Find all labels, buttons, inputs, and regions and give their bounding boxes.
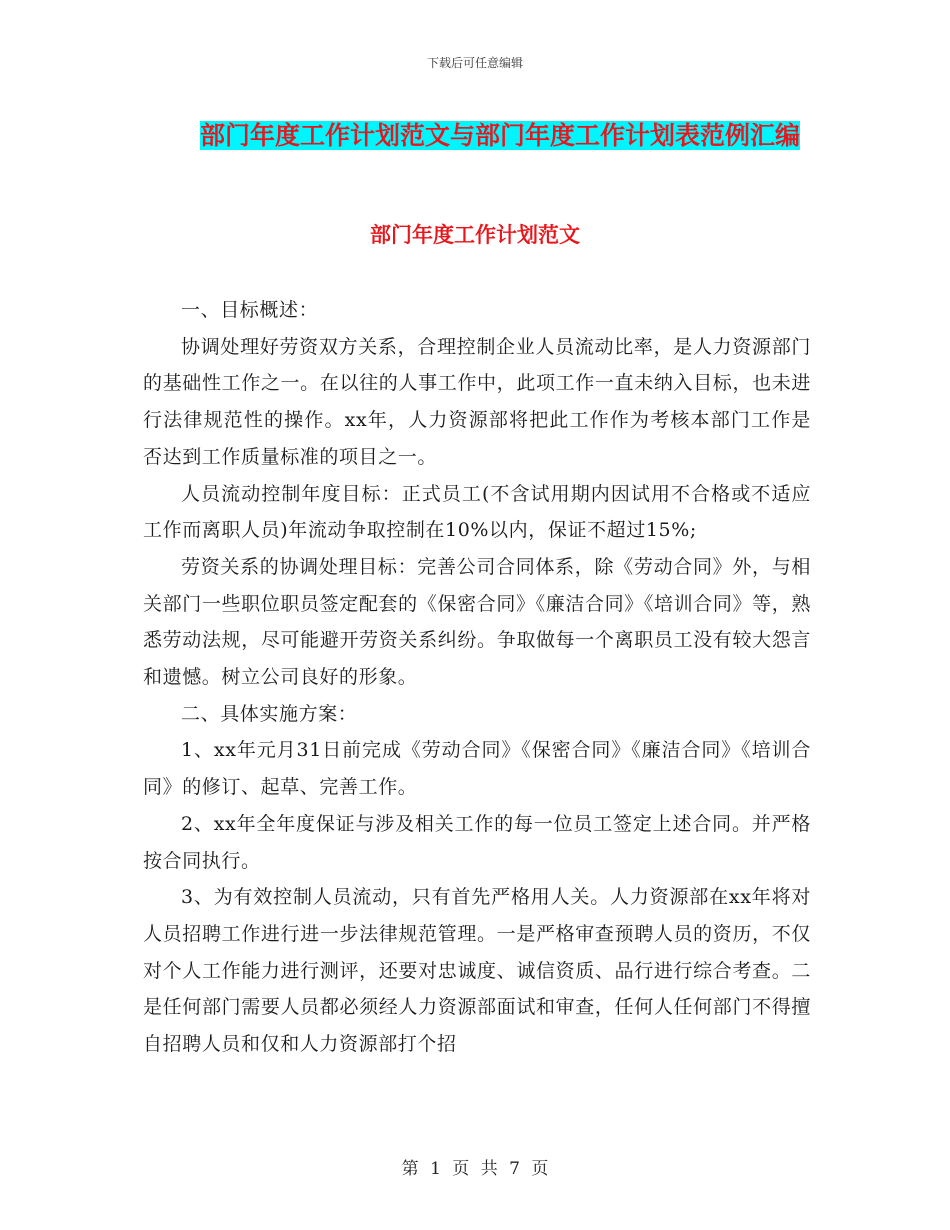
document-body bbox=[143, 292, 811, 1063]
paragraph: 1、xx年元月31日前完成《劳动合同》《保密合同》《廉洁合同》《培训合同》的修订、起草、完善工作。 bbox=[143, 739, 811, 799]
paragraph: 一、目标概述： bbox=[181, 299, 319, 321]
paragraph: 协调处理好劳资双方关系，合理控制企业人员流动比率，是人力资源部门的基础性工作之一。在以往的人事工作中，此项工作一直未纳入目标，也未进行法律规范性的操作。xx年，人力资源部将把此工作作为考核本部门工作是否达到工作质量标准的项目之一。 bbox=[143, 335, 811, 468]
header-note: 下载后可任意编辑 bbox=[426, 56, 523, 70]
page-footer: 第 1 页 共 7 页 bbox=[401, 1159, 549, 1179]
document-title bbox=[195, 112, 805, 160]
section-title: 部门年度工作计划范文 bbox=[370, 222, 580, 247]
paragraph: 2、xx年全年度保证与涉及相关工作的每一位员工签定上述合同。并严格按合同执行。 bbox=[143, 812, 811, 872]
paragraph: 3、为有效控制人员流动，只有首先严格用人关。人力资源部在xx年将对人员招聘工作进行进一步法律规范管理。一是严格审查预聘人员的资历，不仅对个人工作能力进行测评，还要对忠诚度、诚信资质、品行进行综合考查。二是任何部门需要人员都必须经人力资源部面试和审查，任何人任何部门不得擅自招聘人员和仅和人力资源部打个招 bbox=[143, 886, 811, 1056]
document-title-text: 部门年度工作计划范文与部门年度工作计划表范例汇编 bbox=[199, 121, 800, 150]
paragraph: 劳资关系的协调处理目标：完善公司合同体系，除《劳动合同》外，与相关部门一些职位职员签定配套的《保密合同》《廉洁合同》《培训合同》等，熟悉劳动法规，尽可能避开劳资关系纠纷。争取做每一个离职员工没有较大怨言和遗憾。树立公司良好的形象。 bbox=[143, 555, 811, 689]
paragraph: 人员流动控制年度目标：正式员工(不含试用期内因试用不合格或不适应工作而离职人员)年流动争取控制在10%以内，保证不超过15%; bbox=[143, 482, 811, 542]
paragraph: 二、具体实施方案： bbox=[181, 702, 358, 725]
